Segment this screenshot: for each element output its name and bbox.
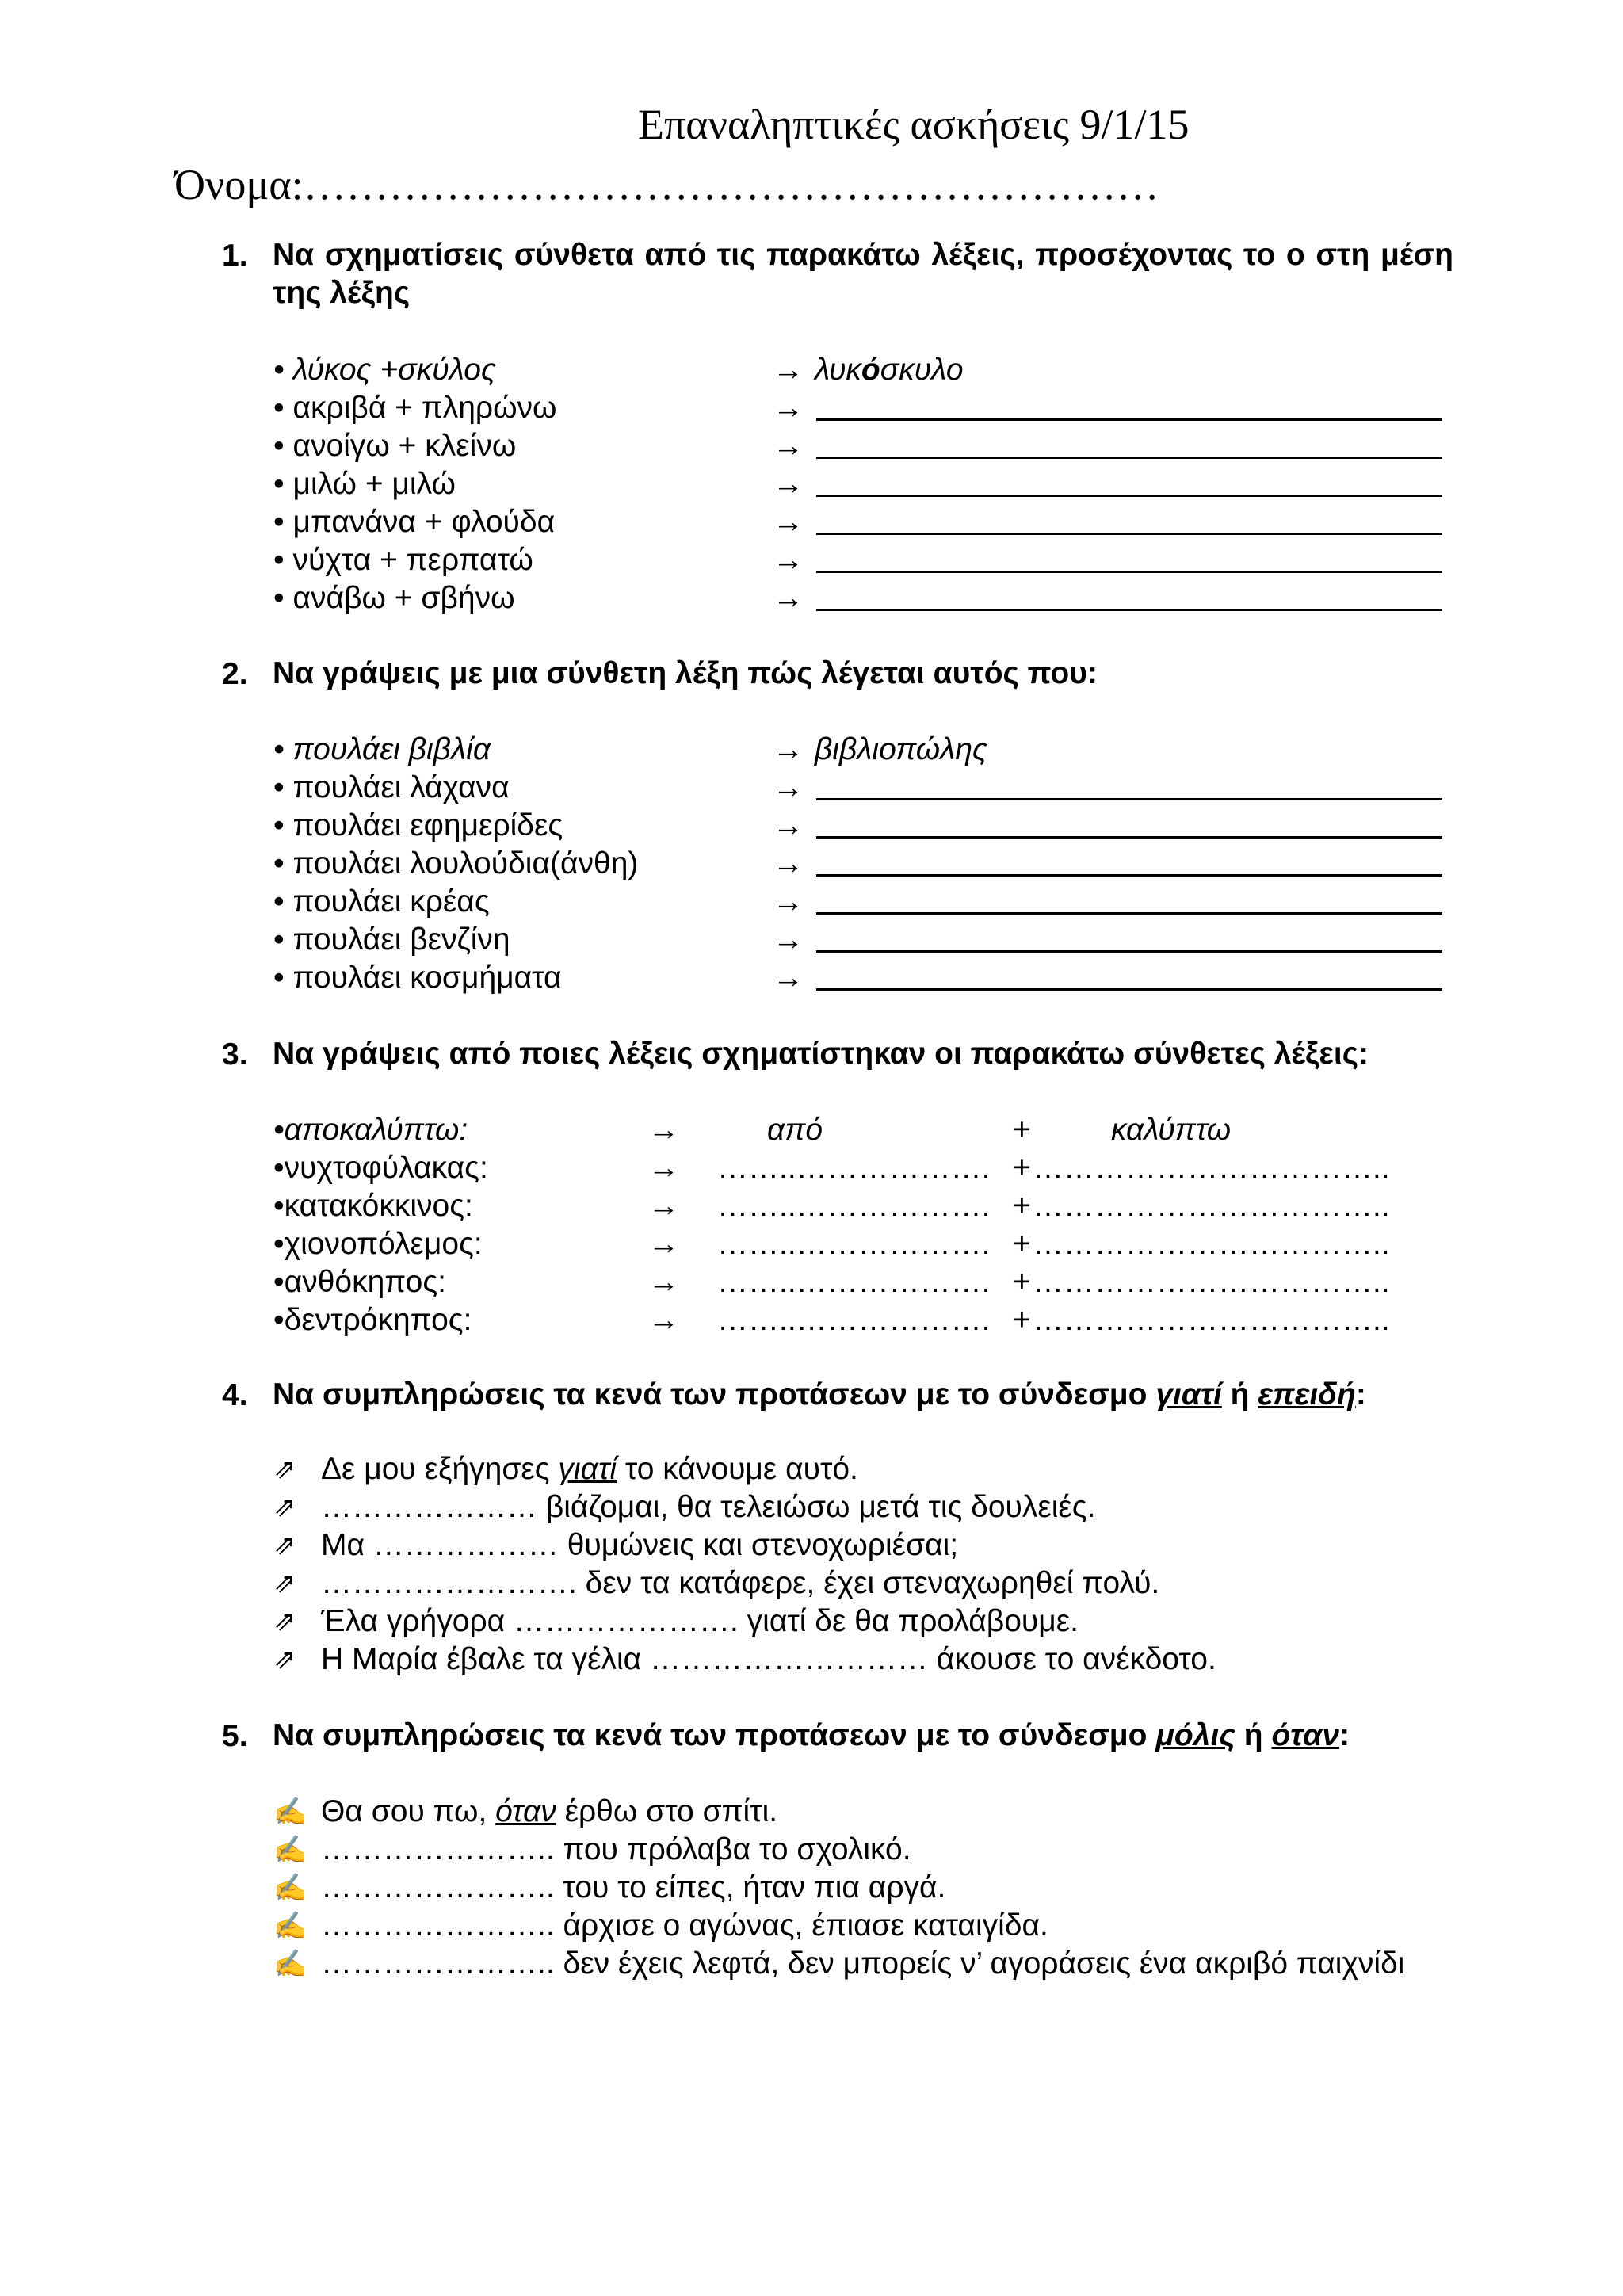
question-3-text: Να γράψεις από ποιες λέξεις σχηματίστηκαν οι παρακάτω σύνθετες λέξεις: bbox=[273, 1037, 1369, 1071]
pointing-hand-icon: ⇗ bbox=[273, 1645, 296, 1675]
question-5-number: 5. bbox=[222, 1719, 248, 1753]
arrow-icon: → bbox=[648, 1113, 679, 1147]
bullet-icon: • bbox=[273, 429, 293, 463]
q2-item-text: πουλάει λουλούδια(άνθη) bbox=[292, 846, 639, 881]
question-2-number: 2. bbox=[222, 657, 248, 691]
bullet-icon: • bbox=[273, 1151, 285, 1185]
q1-item-text: ανοίγω + κλείνω bbox=[292, 429, 517, 463]
arrow-icon: → bbox=[648, 1189, 679, 1223]
bullet-icon: • bbox=[273, 1113, 285, 1147]
bullet-icon: • bbox=[273, 1303, 285, 1337]
q3-item bbox=[273, 1301, 472, 1339]
q2-example-answer: βιβλιοπώλης bbox=[815, 732, 987, 766]
page-title: Επαναληπτικές ασκήσεις 9/1/15 bbox=[638, 101, 1190, 148]
pointing-hand-icon: ⇗ bbox=[273, 1530, 296, 1561]
bullet-icon: • bbox=[273, 391, 293, 425]
q5-s1-c: έρθω στο σπίτι. bbox=[556, 1794, 778, 1828]
q3-plus: + bbox=[1013, 1151, 1031, 1185]
pointing-hand-icon: ⇗ bbox=[273, 1454, 296, 1484]
q3-example-part2: καλύπτω bbox=[1111, 1113, 1232, 1147]
q1-example-answer: λυκόσκυλο bbox=[815, 353, 964, 387]
arrow-icon: → bbox=[773, 923, 804, 957]
q1-item bbox=[273, 541, 533, 579]
arrow-icon: → bbox=[773, 353, 804, 387]
q2-example-left: • πουλάει βιβλία bbox=[273, 732, 491, 766]
bullet-icon: • bbox=[273, 923, 293, 957]
q5-s1-b: όταν bbox=[495, 1794, 556, 1828]
writing-hand-icon: ✍ bbox=[273, 1911, 307, 1941]
q3-example-word: •αποκαλύπτω: bbox=[273, 1113, 468, 1147]
bullet-icon: • bbox=[273, 808, 293, 842]
answer-line[interactable] bbox=[816, 836, 1442, 839]
arrow-icon: → bbox=[773, 581, 804, 615]
q2-item bbox=[273, 921, 510, 959]
q3-blank-part1[interactable]: ……..………………. bbox=[717, 1265, 991, 1299]
q3-blank-part2[interactable]: …………………………….. bbox=[1033, 1265, 1390, 1299]
bullet-icon: • bbox=[273, 1189, 285, 1223]
bullet-icon: • bbox=[273, 505, 293, 539]
answer-line[interactable] bbox=[816, 418, 1442, 421]
q4-s1-b: γιατί bbox=[558, 1452, 617, 1486]
writing-hand-icon: ✍ bbox=[273, 1835, 307, 1865]
arrow-icon: → bbox=[773, 884, 804, 919]
q1-item bbox=[273, 465, 456, 503]
q5-sentence bbox=[321, 1793, 777, 1831]
answer-line[interactable] bbox=[816, 950, 1442, 953]
q3-item-word: δεντρόκηπος: bbox=[284, 1303, 472, 1337]
arrow-icon: → bbox=[648, 1151, 679, 1185]
q3-example-part1: από bbox=[767, 1113, 823, 1147]
q5-s1-a: Θα σου πω, bbox=[321, 1794, 496, 1828]
q2-item bbox=[273, 807, 563, 845]
bullet-icon: • bbox=[273, 581, 293, 615]
q1-item bbox=[273, 503, 555, 541]
bullet-icon: • bbox=[273, 467, 293, 501]
q3-blank-part1[interactable]: ……..………………. bbox=[717, 1227, 991, 1261]
arrow-icon: → bbox=[648, 1265, 679, 1299]
q3-plus: + bbox=[1013, 1303, 1031, 1337]
q3-item-word: κατακόκκινος: bbox=[284, 1189, 473, 1223]
q1-item-text: ακριβά + πληρώνω bbox=[292, 391, 557, 425]
q1-item-text: μιλώ + μιλώ bbox=[292, 467, 456, 501]
q3-blank-part2[interactable]: …………………………….. bbox=[1033, 1189, 1390, 1223]
q4-s1-a: Δε μου εξήγησες bbox=[321, 1452, 559, 1486]
q3-item bbox=[273, 1263, 446, 1301]
answer-line[interactable] bbox=[816, 609, 1442, 611]
q2-item-text: πουλάει εφημερίδες bbox=[292, 808, 563, 842]
writing-hand-icon: ✍ bbox=[273, 1949, 307, 1979]
q5-sentence: ………………….. δεν έχεις λεφτά, δεν μπορείς ν’ αγοράσεις ένα ακριβό παιχνίδι bbox=[321, 1946, 1405, 1981]
q4-sentence bbox=[321, 1450, 858, 1488]
bullet-icon: • bbox=[273, 961, 293, 995]
q4-sentence: ……………………. δεν τα κατάφερε, έχει στεναχωρηθεί πολύ. bbox=[321, 1566, 1160, 1600]
q3-item bbox=[273, 1225, 483, 1263]
q2-item-text: πουλάει λάχανα bbox=[292, 770, 510, 804]
arrow-icon: → bbox=[773, 808, 804, 842]
bullet-icon: • bbox=[273, 846, 293, 881]
writing-hand-icon: ✍ bbox=[273, 1873, 307, 1903]
q2-item bbox=[273, 769, 510, 807]
q4-s1-c: το κάνουμε αυτό. bbox=[617, 1452, 858, 1486]
q3-blank-part2[interactable]: …………………………….. bbox=[1033, 1303, 1390, 1337]
q3-plus: + bbox=[1013, 1265, 1031, 1299]
bullet-icon: • bbox=[273, 732, 293, 766]
answer-line[interactable] bbox=[816, 798, 1442, 800]
q3-plus: + bbox=[1013, 1227, 1031, 1261]
q4-sentence: ………………… βιάζομαι, θα τελειώσω μετά τις δουλειές. bbox=[321, 1490, 1096, 1524]
pointing-hand-icon: ⇗ bbox=[273, 1568, 296, 1599]
q2-item-text: πουλάει κρέας bbox=[292, 884, 490, 919]
arrow-icon: → bbox=[773, 543, 804, 577]
arrow-icon: → bbox=[648, 1227, 679, 1261]
pointing-hand-icon: ⇗ bbox=[273, 1606, 296, 1637]
q3-item bbox=[273, 1187, 473, 1225]
q5-sentence: ………………….. άρχισε ο αγώνας, έπιασε καταιγίδα. bbox=[321, 1908, 1048, 1943]
arrow-icon: → bbox=[773, 505, 804, 539]
q3-plus: + bbox=[1013, 1189, 1031, 1223]
answer-line[interactable] bbox=[816, 571, 1442, 573]
name-field-label: Όνομα:…………………………………………………… bbox=[174, 161, 1159, 208]
q1-item bbox=[273, 389, 557, 427]
q3-blank-part1[interactable]: ……..………………. bbox=[717, 1151, 991, 1185]
q4-sentence: Η Μαρία έβαλε τα γέλια ……………………… άκουσε το ανέκδοτο. bbox=[321, 1642, 1216, 1676]
q3-item-word: ανθόκηπος: bbox=[284, 1265, 446, 1299]
question-4-number: 4. bbox=[222, 1378, 248, 1412]
q1-item-text: νύχτα + περπατώ bbox=[292, 543, 533, 577]
answer-line[interactable] bbox=[816, 495, 1442, 497]
q2-item-text: πουλάει βενζίνη bbox=[292, 923, 510, 957]
q3-item-word: νυχτοφύλακας: bbox=[284, 1151, 488, 1185]
question-3-number: 3. bbox=[222, 1037, 248, 1072]
q3-blank-part2[interactable]: …………………………….. bbox=[1033, 1227, 1390, 1261]
question-4-text: Να συμπληρώσεις τα κενά των προτάσεων με το σύνδεσμο γιατί ή επειδή: bbox=[273, 1377, 1366, 1412]
q3-item bbox=[273, 1149, 488, 1187]
q1-example-left: • λύκος +σκύλος bbox=[273, 353, 496, 387]
q2-item-text: πουλάει κοσμήματα bbox=[292, 961, 562, 995]
q4-sentence: Έλα γρήγορα …………………. γιατί δε θα προλάβουμε. bbox=[321, 1604, 1079, 1638]
answer-line[interactable] bbox=[816, 988, 1442, 991]
q5-sentence: ………………….. του το είπες, ήταν πια αργά. bbox=[321, 1870, 946, 1904]
bullet-icon: • bbox=[273, 770, 293, 804]
q2-item bbox=[273, 959, 562, 997]
arrow-icon: → bbox=[773, 846, 804, 881]
q3-blank-part1[interactable]: ……..………………. bbox=[717, 1189, 991, 1223]
question-2-text: Να γράψεις με μια σύνθετη λέξη πώς λέγεται αυτός που: bbox=[273, 656, 1098, 690]
q4-sentence: Μα ……………… θυμώνεις και στενοχωριέσαι; bbox=[321, 1528, 959, 1562]
bullet-icon: • bbox=[273, 1227, 285, 1261]
arrow-icon: → bbox=[648, 1303, 679, 1337]
writing-hand-icon: ✍ bbox=[273, 1797, 307, 1827]
q3-item-word: χιονοπόλεμος: bbox=[284, 1227, 483, 1261]
q3-blank-part2[interactable]: …………………………….. bbox=[1033, 1151, 1390, 1185]
q1-item bbox=[273, 579, 515, 617]
q2-item bbox=[273, 883, 490, 921]
bullet-icon: • bbox=[273, 353, 293, 387]
answer-line[interactable] bbox=[816, 457, 1442, 459]
bullet-icon: • bbox=[273, 1265, 285, 1299]
pointing-hand-icon: ⇗ bbox=[273, 1492, 296, 1522]
arrow-icon: → bbox=[773, 961, 804, 995]
answer-line[interactable] bbox=[816, 874, 1442, 877]
arrow-icon: → bbox=[773, 770, 804, 804]
q2-item bbox=[273, 845, 638, 883]
arrow-icon: → bbox=[773, 391, 804, 425]
arrow-icon: → bbox=[773, 732, 804, 766]
q1-item bbox=[273, 427, 516, 465]
arrow-icon: → bbox=[773, 467, 804, 501]
q1-item-text: μπανάνα + φλούδα bbox=[292, 505, 556, 539]
q3-blank-part1[interactable]: ……..………………. bbox=[717, 1303, 991, 1337]
question-5-text: Να συμπληρώσεις τα κενά των προτάσεων με το σύνδεσμο μόλις ή όταν: bbox=[273, 1718, 1350, 1752]
bullet-icon: • bbox=[273, 543, 293, 577]
arrow-icon: → bbox=[773, 429, 804, 463]
q1-item-text: ανάβω + σβήνω bbox=[292, 581, 515, 615]
question-1-number: 1. bbox=[222, 239, 248, 273]
q3-example-plus: + bbox=[1013, 1113, 1031, 1147]
bullet-icon: • bbox=[273, 884, 293, 919]
answer-line[interactable] bbox=[816, 533, 1442, 535]
question-1-text: Να σχηματίσεις σύνθετα από τις παρακάτω λέξεις, προσέχοντας το ο στη μέση της λέξης bbox=[273, 238, 1453, 310]
q5-sentence: ………………….. που πρόλαβα το σχολικό. bbox=[321, 1832, 911, 1866]
answer-line[interactable] bbox=[816, 912, 1442, 915]
